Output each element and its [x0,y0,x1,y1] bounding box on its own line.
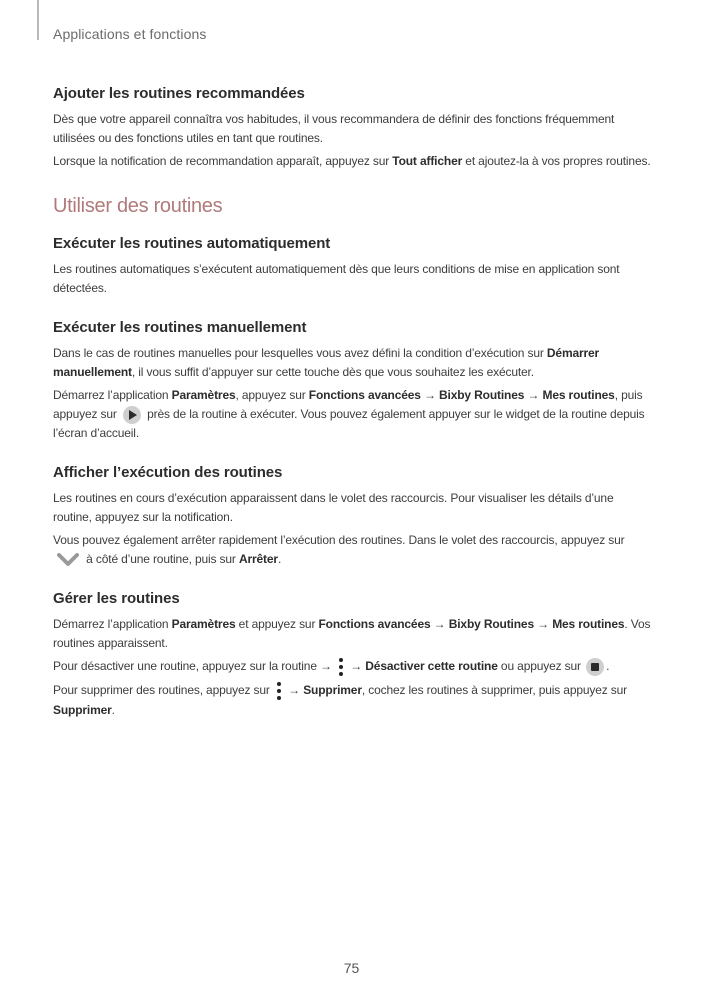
ui-label: Fonctions avancées [318,617,431,631]
paragraph: Pour désactiver une routine, appuyez sur la routine → → Désactiver cette routine ou appuyez sur . [53,657,653,677]
ui-label: Bixby Routines [448,617,534,631]
ui-label: Paramètres [171,388,236,402]
ui-label: Bixby Routines [439,388,525,402]
stop-icon [586,658,604,676]
paragraph: Pour supprimer des routines, appuyez sur → Supprimer, cochez les routines à supprimer, puis appuyez sur Supprimer. [53,681,653,720]
ui-label: Arrêter [238,552,278,566]
heading-auto-routines: Exécuter les routines automatiquement [53,235,331,252]
ui-label: Démarrer manuellement [53,346,600,379]
ui-label: Paramètres [171,617,236,631]
heading-manual-routines: Exécuter les routines manuellement [53,319,307,336]
paragraph: Lorsque la notification de recommandation apparaît, appuyez sur Tout afficher et ajoutez-la à vos propres routines. [53,154,651,168]
paragraph: Vous pouvez également arrêter rapidement l’exécution des routines. Dans le volet des raccourcis, appuyez sur à côté d’une routine, puis sur Arrêter. [53,533,625,566]
page-content [53,84,653,724]
page-header-title: Applications et fonctions [53,26,207,42]
paragraph: Dans le cas de routines manuelles pour lesquelles vous avez défini la condition d’exécution sur Démarrer manuellement, il vous suffit d’appuyer sur cette touche dès que vous souhaitez les exécuter. [53,346,600,379]
more-options-icon [275,681,283,701]
ui-label: Fonctions avancées [308,388,421,402]
paragraph: Démarrez l’application Paramètres, appuyez sur Fonctions avancées → Bixby Routines → Mes routines, puis appuyez sur près de la routine à exécuter. Vous pouvez également appuyer sur le widget de la routine depuis l’écran d’accueil. [53,388,645,440]
more-options-icon [337,657,345,677]
ui-label: Désactiver cette routine [365,659,498,674]
page-number: 75 [343,960,360,976]
paragraph: Démarrez l’application Paramètres et appuyez sur Fonctions avancées → Bixby Routines → Mes routines. Vos routines apparaissent. [53,617,651,650]
chevron-down-icon [57,553,79,567]
heading-view-routines: Afficher l’exécution des routines [53,464,283,481]
header-rule [37,0,39,40]
play-icon [123,406,141,424]
paragraph: Dès que votre appareil connaîtra vos habitudes, il vous recommandera de définir des fonctions fréquemment utilisées ou des fonctions utiles en tant que routines. [53,112,615,145]
ui-label: Mes routines [542,388,615,402]
ui-label: Tout afficher [392,154,463,168]
ui-label: Supprimer [303,683,362,698]
ui-label: Mes routines [552,617,625,631]
paragraph: Les routines en cours d’exécution apparaissent dans le volet des raccourcis. Pour visualiser les détails d’une routine, appuyez sur la notification. [53,491,614,524]
heading-manage-routines: Gérer les routines [53,590,180,607]
ui-label: Supprimer [53,703,112,717]
section-title-use-routines: Utiliser des routines [53,195,223,217]
heading-recommended-routines: Ajouter les routines recommandées [53,85,305,102]
paragraph: Les routines automatiques s’exécutent automatiquement dès que leurs conditions de mise en application sont détectées. [53,262,620,295]
